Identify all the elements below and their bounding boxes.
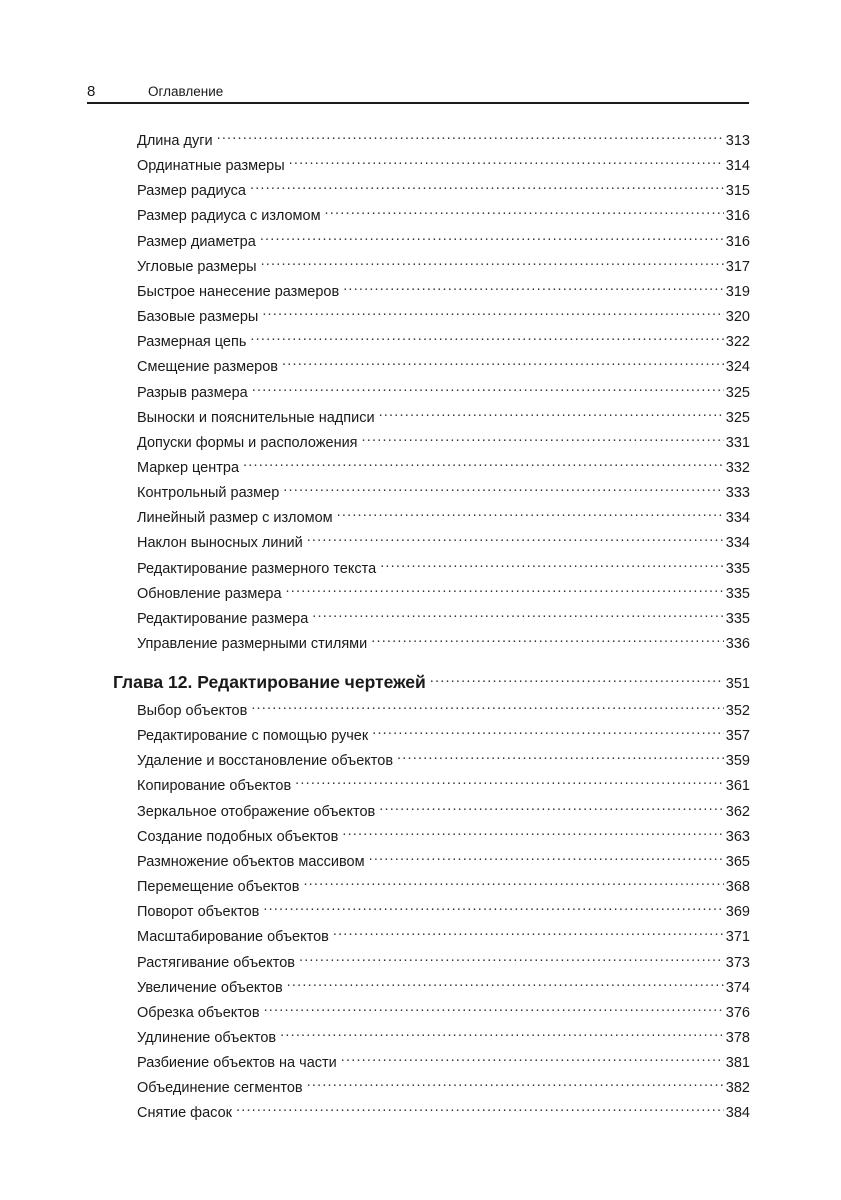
toc-entry[interactable] <box>137 527 750 552</box>
entry-page-number: 335 <box>725 560 750 577</box>
dot-leader <box>307 1072 724 1092</box>
toc-entry[interactable] <box>137 427 750 451</box>
entry-page-number: 314 <box>725 158 750 175</box>
entry-title: Удаление и восстановление объектов <box>137 753 394 770</box>
dot-leader <box>243 452 724 472</box>
entry-title: Растягивание объектов <box>137 954 295 971</box>
entry-page-number: 373 <box>725 954 750 971</box>
toc-entry[interactable] <box>137 351 750 376</box>
running-title: Оглавление <box>148 84 224 99</box>
entry-page-number: 357 <box>725 728 750 745</box>
dot-leader <box>343 276 724 296</box>
entry-page-number: 333 <box>725 485 750 502</box>
dot-leader <box>307 527 724 547</box>
dot-leader <box>286 578 724 598</box>
toc-entry[interactable] <box>137 695 750 719</box>
entry-page-number: 334 <box>725 510 750 527</box>
dot-leader <box>250 175 724 195</box>
dot-leader <box>299 947 724 967</box>
entry-title: Базовые размеры <box>137 309 259 326</box>
toc-entry[interactable] <box>137 846 750 870</box>
dot-leader <box>380 553 724 573</box>
entry-title: Увеличение объектов <box>137 979 283 996</box>
toc-entry[interactable] <box>137 150 750 175</box>
entry-title: Зеркальное отображение объектов <box>137 803 376 820</box>
toc-entry[interactable] <box>137 1047 750 1072</box>
entry-page-number: 316 <box>725 233 750 250</box>
entry-title: Удлинение объектов <box>137 1029 277 1046</box>
dot-leader <box>312 603 724 623</box>
toc-entry[interactable] <box>137 200 750 225</box>
entry-page-number: 315 <box>725 183 750 200</box>
toc-entry[interactable] <box>137 796 750 820</box>
entry-page-number: 332 <box>725 459 750 476</box>
dot-leader <box>252 377 724 397</box>
entry-title: Редактирование с помощью ручек <box>137 728 369 745</box>
entry-page-number: 365 <box>725 853 750 870</box>
entry-title: Обрезка объектов <box>137 1004 260 1021</box>
page-header <box>87 82 749 104</box>
entry-page-number: 324 <box>725 359 750 376</box>
entry-title: Управление размерными стилями <box>137 636 368 652</box>
dot-leader <box>283 477 724 497</box>
entry-page-number: 322 <box>725 334 750 351</box>
entry-title: Длина дуги <box>137 133 213 149</box>
entry-page-number: 371 <box>725 929 750 946</box>
toc-entry[interactable] <box>137 745 750 770</box>
entry-title: Размер диаметра <box>137 233 256 250</box>
entry-page-number: 361 <box>725 778 750 795</box>
entry-page-number: 335 <box>725 610 750 627</box>
toc-entry[interactable] <box>137 997 750 1021</box>
toc-entry[interactable] <box>137 972 750 996</box>
entry-title: Смещение размеров <box>137 359 279 376</box>
entry-title: Размер радиуса <box>137 183 246 200</box>
entry-page-number: 384 <box>725 1105 750 1122</box>
toc-entry[interactable] <box>137 452 750 476</box>
entry-title: Угловые размеры <box>137 258 257 275</box>
entry-page-number: 316 <box>725 208 750 225</box>
entry-title: Быстрое нанесение размеров <box>137 283 340 300</box>
entry-page-number: 368 <box>725 879 750 896</box>
entry-title: Разрыв размера <box>137 384 248 401</box>
entry-page-number: 319 <box>725 283 750 300</box>
toc-entry[interactable] <box>137 326 750 351</box>
dot-leader <box>236 1097 724 1117</box>
dot-leader <box>341 1047 724 1067</box>
dot-leader <box>303 871 723 891</box>
entry-page-number: 352 <box>725 703 750 719</box>
entry-title: Размер радиуса с изломом <box>137 208 321 225</box>
toc-entry[interactable] <box>137 628 750 652</box>
toc-entry[interactable] <box>137 578 750 602</box>
entry-page-number: 331 <box>725 434 750 451</box>
dot-leader <box>362 427 724 447</box>
entry-page-number: 351 <box>725 676 750 692</box>
entry-page-number: 325 <box>725 384 750 401</box>
entry-title: Разбиение объектов на части <box>137 1055 337 1072</box>
dot-leader <box>260 226 724 246</box>
dot-leader <box>342 821 723 841</box>
entry-title: Обновление размера <box>137 585 282 602</box>
dot-leader <box>369 846 724 866</box>
entry-page-number: 317 <box>725 258 750 275</box>
toc-entry[interactable] <box>137 1072 750 1097</box>
entry-page-number: 376 <box>725 1004 750 1021</box>
entry-page-number: 335 <box>725 585 750 602</box>
entry-title: Контрольный размер <box>137 485 280 502</box>
entry-title: Выбор объектов <box>137 703 248 719</box>
entry-page-number: 362 <box>725 803 750 820</box>
entry-page-number: 334 <box>725 535 750 552</box>
dot-leader <box>261 251 724 271</box>
toc-entry[interactable] <box>137 1022 750 1046</box>
page-number: 8 <box>87 83 96 100</box>
dot-leader <box>379 402 724 422</box>
entry-page-number: 381 <box>725 1055 750 1072</box>
toc-entry[interactable] <box>137 947 750 971</box>
entry-page-number: 336 <box>725 636 750 652</box>
dot-leader <box>325 200 724 220</box>
entry-title: Ординатные размеры <box>137 158 285 175</box>
toc-entry[interactable] <box>137 226 750 250</box>
entry-page-number: 359 <box>725 753 750 770</box>
entry-title: Редактирование размера <box>137 610 309 627</box>
toc-entry[interactable] <box>137 301 750 326</box>
toc-entry[interactable] <box>137 821 750 845</box>
entry-page-number: 363 <box>725 828 750 845</box>
dot-leader <box>371 628 724 648</box>
entry-page-number: 325 <box>725 409 750 426</box>
entry-title: Объединение сегментов <box>137 1080 303 1097</box>
toc-entry[interactable] <box>137 175 750 200</box>
dot-leader <box>372 720 724 740</box>
entry-title: Размножение объектов массивом <box>137 853 365 870</box>
toc-entry[interactable] <box>137 125 750 149</box>
entry-title: Редактирование размерного текста <box>137 560 377 577</box>
dot-leader <box>287 972 724 992</box>
entry-title: Перемещение объектов <box>137 879 300 896</box>
toc-entry[interactable] <box>137 720 750 745</box>
entry-title: Поворот объектов <box>137 904 260 921</box>
toc-entry[interactable] <box>137 502 750 527</box>
entry-title: Линейный размер с изломом <box>137 510 333 527</box>
dot-leader <box>379 796 724 816</box>
dot-leader <box>263 896 723 916</box>
dot-leader <box>282 351 724 371</box>
entry-title: Масштабирование объектов <box>137 929 329 946</box>
entry-page-number: 313 <box>725 133 750 149</box>
toc-chapter-entry[interactable] <box>113 668 750 692</box>
dot-leader <box>337 502 724 522</box>
toc-entry[interactable] <box>137 1097 750 1122</box>
dot-leader <box>430 668 724 688</box>
entry-title: Копирование объектов <box>137 778 292 795</box>
entry-title: Выноски и пояснительные надписи <box>137 409 375 426</box>
entry-title: Допуски формы и расположения <box>137 434 358 451</box>
entry-page-number: 378 <box>725 1029 750 1046</box>
toc-entry[interactable] <box>137 553 750 577</box>
dot-leader <box>397 745 724 765</box>
entry-page-number: 369 <box>725 904 750 921</box>
dot-leader <box>280 1022 724 1042</box>
toc-entry[interactable] <box>137 251 750 275</box>
toc-entry[interactable] <box>137 770 750 795</box>
toc-entry[interactable] <box>137 477 750 502</box>
toc-entry[interactable] <box>137 377 750 401</box>
dot-leader <box>250 326 723 346</box>
entry-title: Снятие фасок <box>137 1105 232 1122</box>
entry-page-number: 320 <box>725 309 750 326</box>
toc-entry[interactable] <box>137 276 750 300</box>
toc-entry[interactable] <box>137 896 750 921</box>
entry-title: Маркер центра <box>137 459 240 476</box>
dot-leader <box>333 921 724 941</box>
dot-leader <box>262 301 723 321</box>
dot-leader <box>295 770 724 790</box>
dot-leader <box>289 150 724 170</box>
toc-entry[interactable] <box>137 921 750 946</box>
dot-leader <box>217 125 724 145</box>
dot-leader <box>251 695 723 715</box>
entry-page-number: 374 <box>725 979 750 996</box>
entry-title: Наклон выносных линий <box>137 535 303 552</box>
chapter-title: Глава 12. Редактирование чертежей <box>113 672 426 692</box>
entry-page-number: 382 <box>725 1080 750 1097</box>
toc-entry[interactable] <box>137 402 750 426</box>
dot-leader <box>264 997 724 1017</box>
toc-entry[interactable] <box>137 603 750 627</box>
entry-title: Размерная цепь <box>137 334 247 351</box>
entry-title: Создание подобных объектов <box>137 828 339 845</box>
toc-entry[interactable] <box>137 871 750 896</box>
